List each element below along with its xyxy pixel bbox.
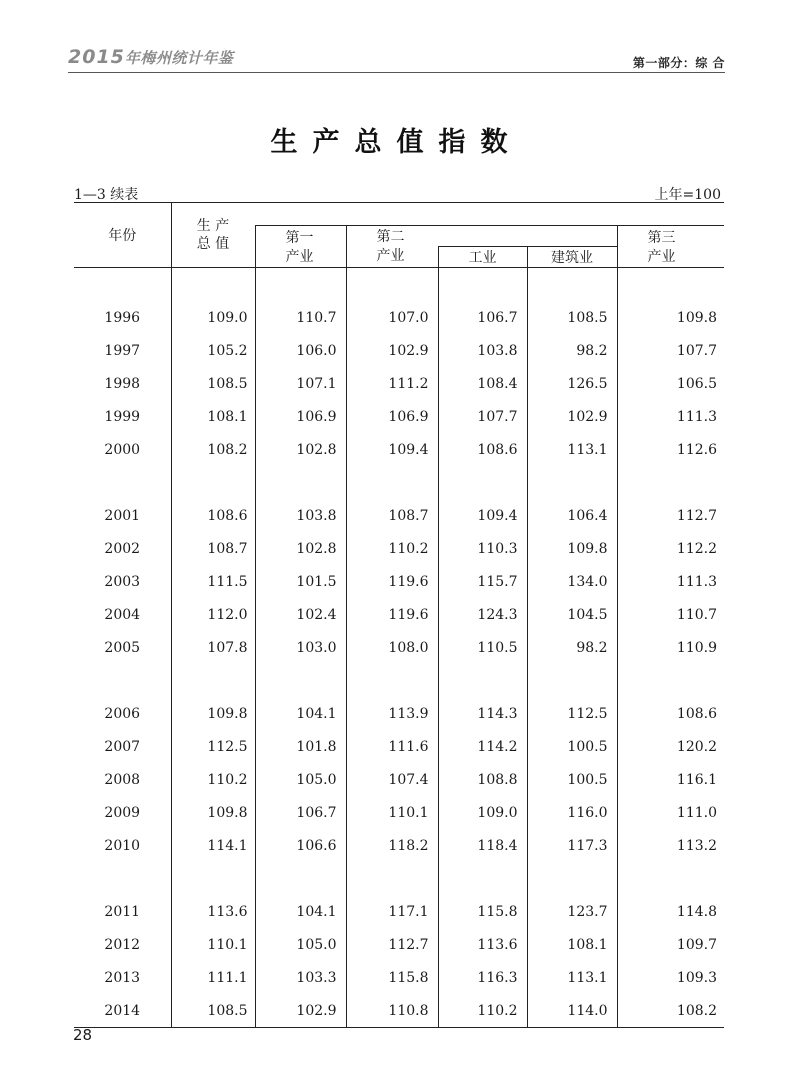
cell-industry: 115.7: [438, 565, 527, 598]
cell-industry: 108.6: [438, 433, 527, 466]
row-spacer: [74, 664, 724, 697]
cell-gdp: 109.8: [171, 796, 255, 829]
cell-industry: 124.3: [438, 598, 527, 631]
cell-secondary: 119.6: [346, 565, 438, 598]
cell-secondary: 107.0: [346, 301, 438, 334]
cell-secondary: 107.4: [346, 763, 438, 796]
cell-construction: 102.9: [527, 400, 617, 433]
cell-construction: 116.0: [527, 796, 617, 829]
cell-primary: 102.9: [255, 994, 346, 1028]
cell-primary: 104.1: [255, 697, 346, 730]
spacer-cell: [438, 466, 527, 499]
cell-year: 2004: [104, 606, 141, 623]
spacer-cell: [255, 268, 346, 302]
cell-secondary: 108.0: [346, 631, 438, 664]
cell-construction: 113.1: [527, 961, 617, 994]
cell-primary: 103.8: [255, 499, 346, 532]
table-row: [74, 961, 724, 994]
cell-construction: 109.8: [527, 532, 617, 565]
cell-industry: 103.8: [438, 334, 527, 367]
cell-industry: 114.2: [438, 730, 527, 763]
header-construction: 建筑业: [527, 247, 617, 268]
row-spacer: [74, 466, 724, 499]
cell-year: 2010: [104, 837, 141, 854]
cell-tertiary: 110.7: [617, 598, 724, 631]
cell-primary: 103.3: [255, 961, 346, 994]
cell-tertiary: 111.3: [617, 565, 724, 598]
spacer-cell: [171, 268, 255, 302]
table-row: [74, 433, 724, 466]
table-header: [74, 203, 724, 268]
table-label: 1—3 续表: [74, 187, 139, 203]
cell-gdp: 108.6: [171, 499, 255, 532]
cell-primary: 105.0: [255, 763, 346, 796]
spacer-cell: [255, 664, 346, 697]
cell-secondary: 111.6: [346, 730, 438, 763]
cell-primary: 107.1: [255, 367, 346, 400]
cell-industry: 106.7: [438, 301, 527, 334]
spacer-cell: [527, 664, 617, 697]
cell-tertiary: 114.8: [617, 895, 724, 928]
cell-tertiary: 106.5: [617, 367, 724, 400]
spacer-cell: [346, 466, 438, 499]
spacer-cell: [74, 862, 171, 895]
header-primary-line2: 产业: [285, 248, 314, 265]
cell-primary: 101.8: [255, 730, 346, 763]
table-row: [74, 499, 724, 532]
cell-tertiary: 109.3: [617, 961, 724, 994]
cell-construction: 100.5: [527, 730, 617, 763]
cell-secondary: 108.7: [346, 499, 438, 532]
header-tertiary-line2: 产业: [647, 248, 676, 265]
table-row: [74, 697, 724, 730]
cell-secondary: 110.2: [346, 532, 438, 565]
cell-tertiary: 108.6: [617, 697, 724, 730]
book-title: [68, 46, 233, 68]
cell-secondary: 118.2: [346, 829, 438, 862]
spacer-cell: [527, 862, 617, 895]
header-gdp: [171, 203, 255, 268]
unit-label: 上年=100: [654, 187, 721, 203]
table-row: [74, 796, 724, 829]
header-secondary-line2: 产业: [376, 248, 405, 264]
cell-year: 1998: [104, 375, 141, 392]
cell-tertiary: 112.2: [617, 532, 724, 565]
spacer-cell: [74, 268, 171, 302]
spacer-cell: [617, 268, 724, 302]
cell-secondary: 111.2: [346, 367, 438, 400]
table-row: [74, 994, 724, 1028]
cell-primary: 106.9: [255, 400, 346, 433]
cell-gdp: 109.0: [171, 301, 255, 334]
cell-construction: 98.2: [527, 334, 617, 367]
spacer-cell: [255, 466, 346, 499]
table-row: [74, 763, 724, 796]
cell-gdp: 112.0: [171, 598, 255, 631]
cell-tertiary: 120.2: [617, 730, 724, 763]
cell-primary: 106.6: [255, 829, 346, 862]
cell-year: 2005: [104, 639, 141, 656]
cell-construction: 108.1: [527, 928, 617, 961]
cell-construction: 123.7: [527, 895, 617, 928]
cell-industry: 115.8: [438, 895, 527, 928]
section-label: 第一部分：综 合: [632, 56, 725, 70]
cell-gdp: 108.7: [171, 532, 255, 565]
cell-gdp: 111.5: [171, 565, 255, 598]
cell-secondary: 117.1: [346, 895, 438, 928]
cell-gdp: 110.1: [171, 928, 255, 961]
cell-industry: 116.3: [438, 961, 527, 994]
cell-secondary: 106.9: [346, 400, 438, 433]
table-row: [74, 928, 724, 961]
table-row: [74, 565, 724, 598]
cell-construction: 108.5: [527, 301, 617, 334]
cell-construction: 106.4: [527, 499, 617, 532]
cell-secondary: 115.8: [346, 961, 438, 994]
spacer-cell: [527, 268, 617, 302]
cell-primary: 106.0: [255, 334, 346, 367]
cell-secondary: 102.9: [346, 334, 438, 367]
spacer-cell: [346, 268, 438, 302]
header-gdp-line1: 生 产: [196, 218, 230, 234]
cell-industry: 110.5: [438, 631, 527, 664]
cell-year: 2014: [104, 1002, 141, 1019]
spacer-cell: [527, 466, 617, 499]
spacer-cell: [255, 862, 346, 895]
spacer-cell: [74, 466, 171, 499]
table-body: [74, 268, 724, 1028]
cell-gdp: 110.2: [171, 763, 255, 796]
table-row: [74, 598, 724, 631]
cell-industry: 110.2: [438, 994, 527, 1028]
cell-industry: 110.3: [438, 532, 527, 565]
cell-construction: 98.2: [527, 631, 617, 664]
header-secondary-sub-rule: [438, 226, 617, 247]
cell-primary: 102.4: [255, 598, 346, 631]
book-year: 2015: [68, 46, 125, 68]
cell-year: 2008: [104, 771, 141, 788]
cell-industry: 109.4: [438, 499, 527, 532]
cell-construction: 117.3: [527, 829, 617, 862]
cell-gdp: 105.2: [171, 334, 255, 367]
spacer-cell: [438, 664, 527, 697]
cell-gdp: 108.1: [171, 400, 255, 433]
header-primary-line1: 第一: [285, 229, 314, 246]
cell-primary: 110.7: [255, 301, 346, 334]
table-row: [74, 895, 724, 928]
cell-primary: 101.5: [255, 565, 346, 598]
cell-tertiary: 111.0: [617, 796, 724, 829]
header-gdp-line2: 总 值: [196, 236, 230, 252]
cell-construction: 104.5: [527, 598, 617, 631]
cell-gdp: 109.8: [171, 697, 255, 730]
cell-primary: 104.1: [255, 895, 346, 928]
cell-secondary: 113.9: [346, 697, 438, 730]
cell-year: 2001: [104, 507, 141, 524]
cell-gdp: 114.1: [171, 829, 255, 862]
cell-tertiary: 113.2: [617, 829, 724, 862]
cell-gdp: 112.5: [171, 730, 255, 763]
cell-gdp: 108.5: [171, 367, 255, 400]
cell-primary: 103.0: [255, 631, 346, 664]
spacer-cell: [438, 862, 527, 895]
cell-gdp: 113.6: [171, 895, 255, 928]
page-number: 28: [73, 1026, 93, 1044]
row-spacer: [74, 268, 724, 302]
cell-industry: 108.8: [438, 763, 527, 796]
spacer-cell: [617, 466, 724, 499]
spacer-cell: [617, 862, 724, 895]
table-row: [74, 301, 724, 334]
header-industry: 工业: [438, 247, 527, 268]
cell-tertiary: 112.7: [617, 499, 724, 532]
cell-year: 2011: [104, 903, 141, 920]
cell-construction: 114.0: [527, 994, 617, 1028]
spacer-cell: [346, 664, 438, 697]
cell-primary: 105.0: [255, 928, 346, 961]
cell-year: 1996: [104, 309, 141, 326]
cell-year: 2013: [104, 969, 141, 986]
cell-construction: 113.1: [527, 433, 617, 466]
spacer-cell: [346, 862, 438, 895]
table-row: [74, 334, 724, 367]
cell-secondary: 112.7: [346, 928, 438, 961]
cell-secondary: 110.8: [346, 994, 438, 1028]
cell-year: 2003: [104, 573, 141, 590]
cell-gdp: 108.5: [171, 994, 255, 1028]
table-row: [74, 829, 724, 862]
cell-tertiary: 107.7: [617, 334, 724, 367]
cell-year: 2007: [104, 738, 141, 755]
spacer-cell: [438, 268, 527, 302]
cell-year: 1999: [104, 408, 141, 425]
table-row: [74, 631, 724, 664]
cell-tertiary: 111.3: [617, 400, 724, 433]
cell-secondary: 109.4: [346, 433, 438, 466]
cell-secondary: 119.6: [346, 598, 438, 631]
table-row: [74, 400, 724, 433]
cell-tertiary: 109.7: [617, 928, 724, 961]
header-secondary-line1: 第二: [376, 229, 405, 245]
spacer-cell: [171, 466, 255, 499]
cell-industry: 109.0: [438, 796, 527, 829]
cell-tertiary: 110.9: [617, 631, 724, 664]
cell-gdp: 107.8: [171, 631, 255, 664]
page-header: [0, 0, 793, 72]
cell-construction: 134.0: [527, 565, 617, 598]
cell-year: 2000: [104, 441, 141, 458]
cell-year: 2009: [104, 804, 141, 821]
cell-gdp: 108.2: [171, 433, 255, 466]
cell-tertiary: 109.8: [617, 301, 724, 334]
cell-year: 1997: [104, 342, 141, 359]
cell-gdp: 111.1: [171, 961, 255, 994]
cell-industry: 118.4: [438, 829, 527, 862]
cell-construction: 100.5: [527, 763, 617, 796]
header-secondary: [346, 226, 438, 268]
cell-secondary: 110.1: [346, 796, 438, 829]
cell-industry: 114.3: [438, 697, 527, 730]
cell-construction: 112.5: [527, 697, 617, 730]
header-top-rule: [255, 203, 724, 226]
cell-tertiary: 112.6: [617, 433, 724, 466]
cell-year: 2012: [104, 936, 141, 953]
spacer-cell: [74, 664, 171, 697]
cell-industry: 107.7: [438, 400, 527, 433]
cell-construction: 126.5: [527, 367, 617, 400]
header-year: 年份: [74, 203, 171, 268]
spacer-cell: [171, 862, 255, 895]
cell-year: 2006: [104, 705, 141, 722]
spacer-cell: [617, 664, 724, 697]
gdp-index-table: [74, 202, 724, 1028]
table-row: [74, 367, 724, 400]
header-rule: [68, 72, 725, 73]
row-spacer: [74, 862, 724, 895]
table-row: [74, 730, 724, 763]
spacer-cell: [171, 664, 255, 697]
book-name: 年梅州统计年鉴: [124, 49, 234, 67]
cell-tertiary: 116.1: [617, 763, 724, 796]
cell-tertiary: 108.2: [617, 994, 724, 1028]
header-tertiary-line1: 第三: [647, 229, 676, 246]
cell-primary: 106.7: [255, 796, 346, 829]
page-title: 生产总值指数: [270, 127, 523, 158]
cell-primary: 102.8: [255, 532, 346, 565]
cell-industry: 108.4: [438, 367, 527, 400]
header-tertiary: [617, 226, 724, 268]
table-row: [74, 532, 724, 565]
cell-year: 2002: [104, 540, 141, 557]
header-primary: [255, 226, 346, 268]
cell-industry: 113.6: [438, 928, 527, 961]
cell-primary: 102.8: [255, 433, 346, 466]
